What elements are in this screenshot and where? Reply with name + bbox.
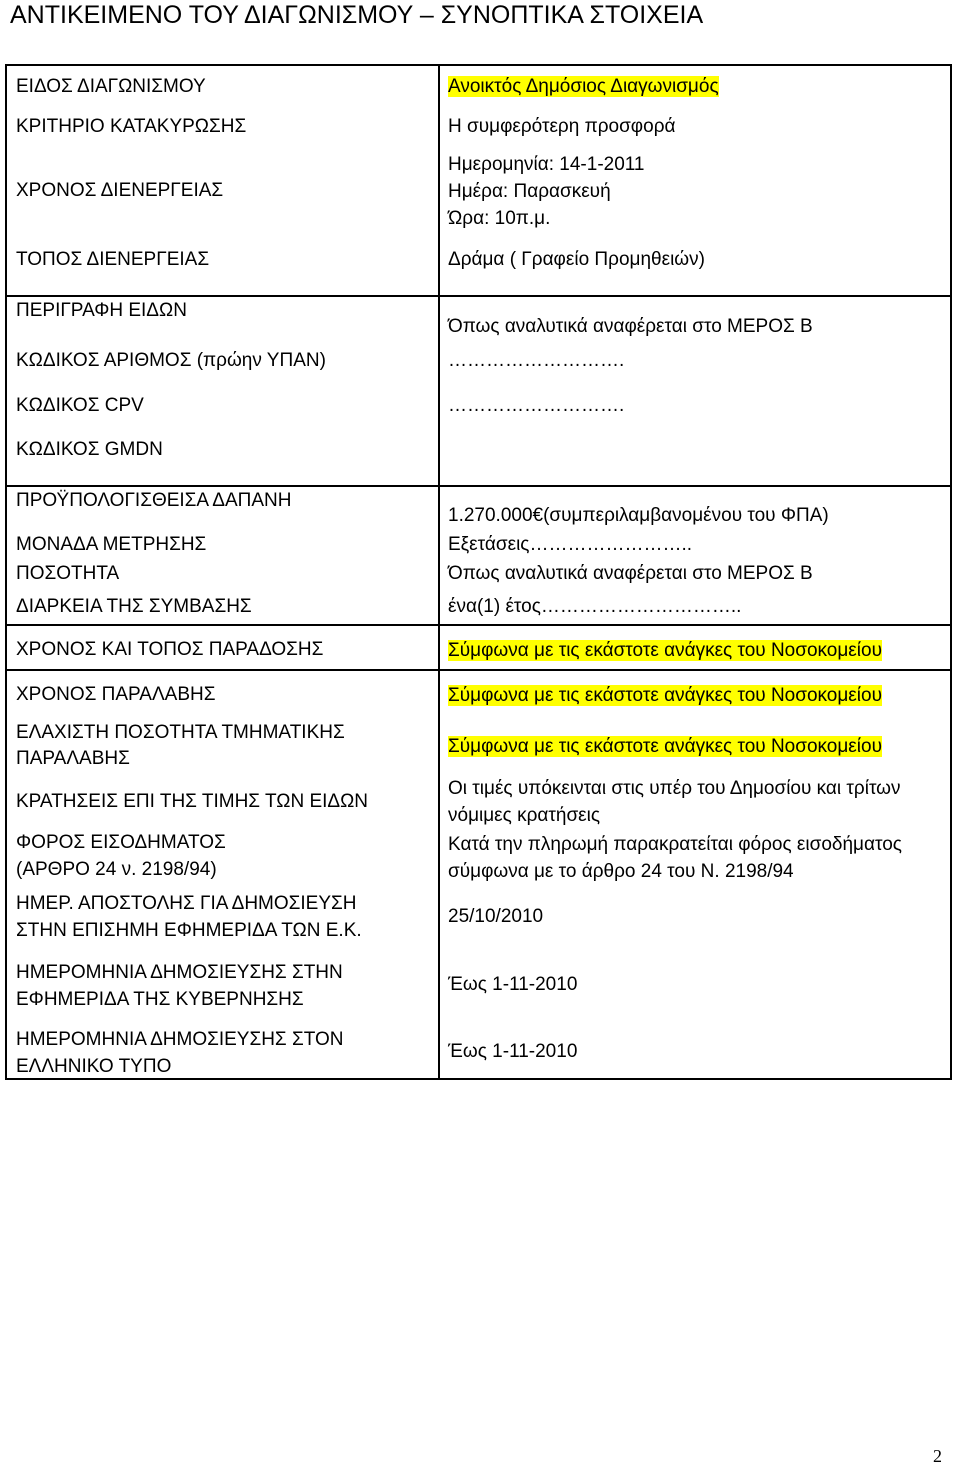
value-date: Ημερομηνία: 14-1-2011 [448,154,645,175]
label-measurement-unit: ΜΟΝΑΔΑ ΜΕΤΡΗΣΗΣ [16,534,207,555]
column-divider [438,66,440,1078]
value-receipt-time: Σύμφωνα με τις εκάστοτε ανάγκες του Νοσοκομείου [448,685,882,706]
value-cpv-code: ………………………. [448,395,625,416]
value-dispatch-date: 25/10/2010 [448,906,544,927]
label-conduct-time: ΧΡΟΝΟΣ ΔΙΕΝΕΡΓΕΙΑΣ [16,180,224,201]
summary-table [5,64,952,1080]
row-divider [7,485,950,487]
label-gmdn-code: ΚΩΔΙΚΟΣ GMDN [16,439,163,460]
page-title: ΑΝΤΙΚΕΙΜΕΝΟ ΤΟΥ ΔΙΑΓΩΝΙΣΜΟΥ – ΣΥΝΟΠΤΙΚΑ ΣΤΟΙΧΕΙΑ [10,1,704,29]
value-quantity: Όπως αναλυτικά αναφέρεται στο ΜΕΡΟΣ Β [448,563,813,584]
row-divider [7,624,950,626]
value-code-number: ………………………. [448,350,625,371]
value-income-tax: Κατά την πληρωμή παρακρατείται φόρος εισοδήματος [448,834,902,855]
label-item-description: ΠΕΡΙΓΡΑΦΗ ΕΙΔΩΝ [16,300,187,321]
label-min-partial-quantity-2: ΠΑΡΑΛΑΒΗΣ [16,748,130,769]
label-cpv-code: ΚΩΔΙΚΟΣ CPV [16,395,144,416]
value-item-description: Όπως αναλυτικά αναφέρεται στο ΜΕΡΟΣ Β [448,316,813,337]
label-deductions: ΚΡΑΤΗΣΕΙΣ ΕΠΙ ΤΗΣ ΤΙΜΗΣ ΤΩΝ ΕΙΔΩΝ [16,791,369,812]
row-divider [7,669,950,671]
label-dispatch-date: ΗΜΕΡ. ΑΠΟΣΤΟΛΗΣ ΓΙΑ ΔΗΜΟΣΙΕΥΣΗ [16,893,357,914]
label-estimated-cost: ΠΡΟΫΠΟΛΟΓΙΣΘΕΙΣΑ ΔΑΠΑΝΗ [16,490,292,511]
value-min-partial-quantity: Σύμφωνα με τις εκάστοτε ανάγκες του Νοσοκομείου [448,736,882,757]
value-award-criterion: Η συμφερότερη προσφορά [448,116,676,137]
value-contest-type: Ανοικτός Δημόσιος Διαγωνισμός [448,76,719,97]
value-income-tax-2: σύμφωνα με το άρθρο 24 του Ν. 2198/94 [448,861,794,882]
page-number: 2 [933,1446,942,1466]
value-conduct-place: Δράμα ( Γραφείο Προμηθειών) [448,249,705,270]
value-deductions: Οι τιμές υπόκεινται στις υπέρ του Δημοσίου και τρίτων [448,778,901,799]
value-measurement-unit: Εξετάσεις…………………….. [448,534,693,555]
label-income-tax: ΦΟΡΟΣ ΕΙΣΟΔΗΜΑΤΟΣ [16,832,226,853]
label-press-date-2: ΕΛΛΗΝΙΚΟ ΤΥΠΟ [16,1056,172,1077]
label-award-criterion: ΚΡΙΤΗΡΙΟ ΚΑΤΑΚΥΡΩΣΗΣ [16,116,247,137]
label-conduct-place: ΤΟΠΟΣ ΔΙΕΝΕΡΓΕΙΑΣ [16,249,210,270]
label-dispatch-date-2: ΣΤΗΝ ΕΠΙΣΗΜΗ ΕΦΗΜΕΡΙΔΑ ΤΩΝ Ε.Κ. [16,920,362,941]
label-contest-type: ΕΙΔΟΣ ΔΙΑΓΩΝΙΣΜΟΥ [16,76,206,97]
label-receipt-time: ΧΡΟΝΟΣ ΠΑΡΑΛΑΒΗΣ [16,684,216,705]
value-contract-duration: ένα(1) έτος………………………….. [448,596,742,617]
value-delivery-time-place: Σύμφωνα με τις εκάστοτε ανάγκες του Νοσοκομείου [448,640,882,661]
label-income-tax-2: (ΑΡΘΡΟ 24 ν. 2198/94) [16,859,217,880]
label-min-partial-quantity: ΕΛΑΧΙΣΤΗ ΠΟΣΟΤΗΤΑ ΤΜΗΜΑΤΙΚΗΣ [16,722,345,743]
label-code-number: ΚΩΔΙΚΟΣ ΑΡΙΘΜΟΣ (πρώην ΥΠΑΝ) [16,350,326,371]
value-day: Ημέρα: Παρασκευή [448,181,611,202]
label-press-date: ΗΜΕΡΟΜΗΝΙΑ ΔΗΜΟΣΙΕΥΣΗΣ ΣΤΟΝ [16,1029,344,1050]
value-deductions-2: νόμιμες κρατήσεις [448,805,601,826]
row-divider [7,295,950,297]
label-delivery-time-place: ΧΡΟΝΟΣ ΚΑΙ ΤΟΠΟΣ ΠΑΡΑΔΟΣΗΣ [16,639,324,660]
label-quantity: ΠΟΣΟΤΗΤΑ [16,563,120,584]
label-gazette-date-2: ΕΦΗΜΕΡΙΔΑ ΤΗΣ ΚΥΒΕΡΝΗΣΗΣ [16,989,304,1010]
value-gazette-date: Έως 1-11-2010 [448,974,578,995]
label-gazette-date: ΗΜΕΡΟΜΗΝΙΑ ΔΗΜΟΣΙΕΥΣΗΣ ΣΤΗΝ [16,962,343,983]
value-press-date: Έως 1-11-2010 [448,1041,578,1062]
value-estimated-cost: 1.270.000€(συμπεριλαμβανομένου του ΦΠΑ) [448,505,829,526]
label-contract-duration: ΔΙΑΡΚΕΙΑ ΤΗΣ ΣΥΜΒΑΣΗΣ [16,596,252,617]
value-time: Ώρα: 10π.μ. [448,208,551,229]
